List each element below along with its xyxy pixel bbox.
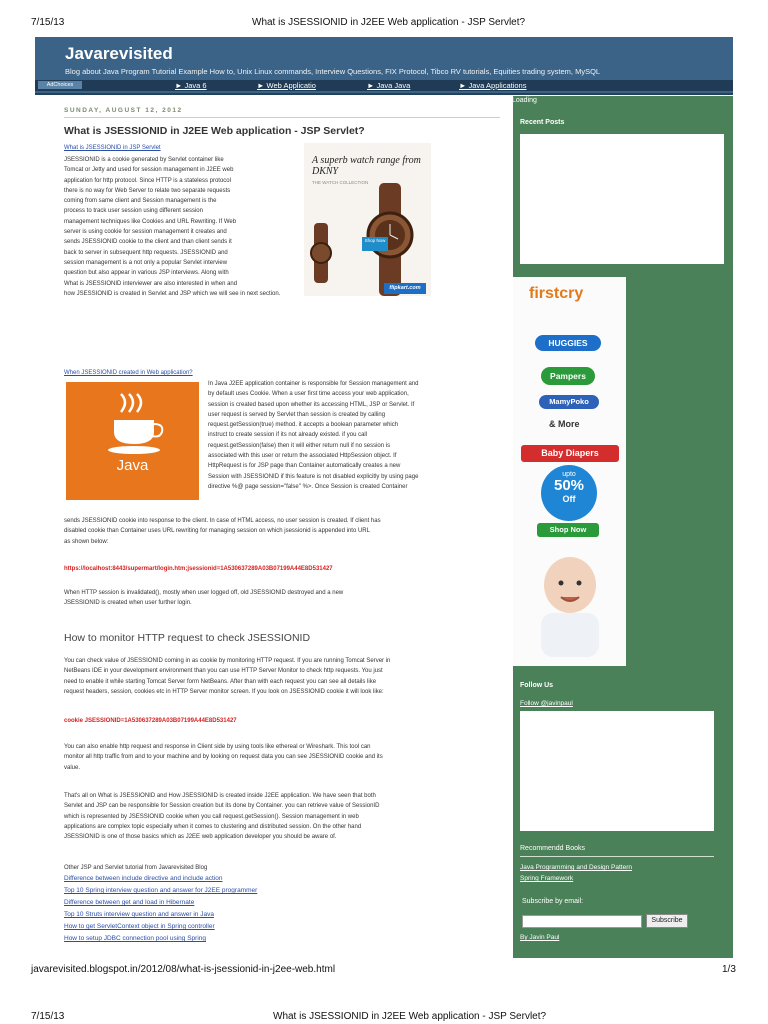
invalidate-paragraph	[64, 588, 504, 609]
monitor-line: NetBeans IDE in your development environment than you can use HTTP Server Monitor to check http requests. You just	[64, 668, 383, 675]
intro-line: question but also appear in various JSP interviews. Along with	[64, 270, 229, 277]
intro-line: Tomcat or Jetty and used for session management in J2EE web	[64, 167, 234, 174]
firstcry-diaper-ad[interactable]	[513, 277, 626, 666]
intro-line: how JSESSIONID is created in Servlet and JSP which we will see in next section.	[64, 290, 281, 297]
print-date-next-page: 7/15/13	[31, 1011, 65, 1022]
other-tutorials-heading: Other JSP and Servlet tutorial from Javarevisited Blog	[64, 865, 208, 871]
recommended-books-heading: Recommendd Books	[520, 845, 585, 852]
related-link[interactable]: Top 10 Struts interview question and answer in Java	[64, 911, 214, 918]
related-link[interactable]: Difference between get and load in Hibernate	[64, 899, 195, 906]
print-date: 7/15/13	[31, 17, 65, 28]
intro-line: JSESSIONID is a cookie generated by Servlet container like	[64, 157, 224, 163]
dkny-headline: A superb watch range from DKNY	[312, 155, 421, 177]
sidebar-loading: Loading	[512, 97, 537, 104]
summary-line: Servlet and JSP can be responsible for Session creation but its done by Container. you can retrieve value of SessionID	[64, 803, 380, 810]
nav-link-java-applications[interactable]: ► Java Applications	[459, 81, 527, 90]
wireshark-line: value.	[64, 764, 81, 771]
intro-line: What is JSESSIONID interviewer are also interested in when and	[64, 280, 238, 287]
wireshark-line: You can also enable http request and response in Client side by using tools like ethereal or Wireshark. This tool can	[64, 744, 371, 750]
flipkart-logo: flipkart.com	[384, 283, 426, 294]
when-line: In Java J2EE application container is responsible for Session management and	[208, 381, 419, 387]
when-full-paragraph	[64, 516, 504, 547]
when-line: associated with this user or return the associated HttpSession object. If	[208, 453, 397, 460]
java-logo-text: Java	[116, 457, 149, 474]
when-full-line: sends JSESSIONID cookie into response to the client. In case of HTML access, no user session is created. If client has	[64, 518, 381, 524]
print-page-number: 1/3	[722, 964, 736, 975]
monitor-paragraph	[64, 656, 504, 697]
firstcry-shop-button[interactable]: Shop Now	[537, 523, 599, 537]
when-line: user request is served by Servlet than session is created by calling	[208, 411, 386, 418]
summary-line: JSESSIONID is one of those basics which as J2EE web application developer you should be aware of.	[64, 834, 337, 841]
intro-heading[interactable]: What is JSESSIONID in JSP Servlet	[64, 145, 161, 151]
intro-line: session management is a not only a popular Servlet interview	[64, 259, 228, 266]
baby-photo-icon	[523, 545, 618, 663]
discount-upto: upto	[562, 471, 576, 478]
intro-line: back to server in subsequent http requests. JSESSIONID and	[64, 249, 228, 256]
jsessionid-url-example: https://localhost:8443/supermart/login.htm;jsessionid=1A530637289A03B07199A44E8D531427	[64, 566, 333, 572]
invalidate-line: JSESSIONID is created when user further login.	[64, 600, 192, 607]
recent-posts-heading: Recent Posts	[520, 119, 565, 126]
adchoices-badge[interactable]: AdChoices	[38, 81, 82, 89]
related-link[interactable]: Top 10 Spring interview question and answer for J2EE programmer	[64, 887, 258, 894]
wireshark-line: monitor all http traffic from and to your machine and by looking on request data you can see JSESSIONID cookie and its	[64, 754, 383, 761]
date-divider	[64, 117, 500, 118]
print-url: javarevisited.blogspot.in/2012/08/what-is-jsessionid-in-j2ee-web.html	[31, 964, 336, 975]
when-line: instruct to create session if its not already existed. if you call	[208, 432, 368, 439]
when-line: request.getSession(true) method. it accepts a boolean parameter which	[208, 422, 399, 429]
java-logo-image	[66, 382, 199, 500]
related-link[interactable]: How to get ServletContext object in Spring controller	[64, 923, 215, 930]
wireshark-paragraph	[64, 742, 504, 773]
when-heading[interactable]: When JSESSIONID created in Web application?	[64, 370, 193, 376]
follow-widget-box	[520, 711, 714, 831]
summary-line: That's all on What is JSESSIONID and How JSESSIONID is created inside J2EE application. We have seen that both	[64, 793, 376, 799]
summary-line: applications are complex topic especially when it comes to clustering and distributed session. On the other hand	[64, 823, 362, 830]
nav-link-java6[interactable]: ► Java 6	[175, 81, 207, 90]
when-line: by default uses Cookie. When a user first time access your web application,	[208, 391, 409, 398]
intro-paragraph	[64, 155, 304, 299]
mamypoko-logo: MamyPoko	[539, 395, 599, 409]
summary-line: which is represented by JSESSIONID cookie when you call request.getSession(). Session management in web	[64, 813, 359, 820]
dkny-subline: THE WATCH COLLECTION	[312, 180, 369, 185]
book-link[interactable]: Java Programming and Design Pattern	[520, 864, 633, 871]
recent-posts-box	[520, 134, 724, 264]
post-title[interactable]: What is JSESSIONID in J2EE Web application - JSP Servlet?	[64, 125, 365, 137]
when-line: directive %@ page session="false" %>. Once Session is created Container	[208, 483, 408, 490]
intro-line: management techniques like Cookies and URL Rewriting. If Web	[64, 218, 237, 225]
book-link[interactable]: Spring Framework	[520, 875, 574, 882]
cookie-example: cookie JSESSIONID=1A530637289A03B07199A44E8D531427	[64, 718, 237, 724]
when-paragraph	[208, 379, 503, 492]
intro-line: coming from same client and Session management is the	[64, 198, 217, 205]
follow-us-heading: Follow Us	[520, 682, 554, 689]
intro-line: server is using cookie for session management it creates and	[64, 229, 227, 236]
huggies-logo: HUGGIES	[535, 335, 601, 351]
print-title: What is JSESSIONID in J2EE Web application - JSP Servlet?	[252, 17, 526, 28]
intro-line: process to track user session using different session	[64, 208, 203, 215]
summary-paragraph	[64, 791, 504, 842]
blog-title[interactable]: Javarevisited	[65, 44, 173, 63]
blog-description: Blog about Java Program Tutorial Example How to, Unix Linux commands, Interview Questions, FIX Protocol, Tibco RV tutorials, Equities trading system, MySQL	[65, 67, 601, 76]
dkny-shop-button[interactable]: Shop Now	[362, 237, 388, 251]
monitor-heading: How to monitor HTTP request to check JSESSIONID	[64, 632, 311, 644]
intro-line: there is no way for Web Server to relate two separate requests	[64, 187, 231, 194]
when-line: request.getSession(false) then it will either return null if no session is	[208, 442, 391, 449]
nav-link-web-application[interactable]: ► Web Applicatio	[257, 81, 316, 90]
java-cup-icon	[66, 382, 199, 500]
firstcry-logo: firstcry	[529, 285, 584, 302]
author-link[interactable]: By Javin Paul	[520, 934, 560, 941]
nav-link-java-java[interactable]: ► Java Java	[367, 81, 411, 90]
nav-bar	[35, 80, 733, 91]
related-link[interactable]: How to setup JDBC connection pool using Spring	[64, 935, 206, 942]
when-line: HttpRequest is for JSP page than Container automatically creates a new	[208, 463, 401, 470]
baby-diapers-banner: Baby Diapers	[521, 445, 619, 462]
dkny-watch-ad[interactable]	[304, 143, 431, 296]
intro-line: application for http protocol. Since HTTP is a stateless protocol	[64, 177, 231, 184]
follow-javinpaul-link[interactable]: Follow @javinpaul	[520, 700, 573, 707]
books-divider	[520, 856, 714, 857]
related-link[interactable]: Difference between include directive and include action	[64, 875, 223, 882]
subscribe-button[interactable]: Subscribe	[646, 914, 688, 928]
monitor-line: need to enable it while starting Tomcat Server form NetBeans. After than with each request you can see all details like	[64, 678, 377, 685]
when-full-line: as shown below:	[64, 538, 109, 545]
discount-badge	[541, 465, 597, 521]
post-date: SUNDAY, AUGUST 12, 2012	[64, 107, 183, 114]
more-brands-label: & More	[549, 419, 580, 429]
monitor-line: request headers, session, cookies etc in HTTP Server monitor screen. If you look on JSESSIONID cookie it will look like:	[64, 688, 384, 695]
pampers-logo: Pampers	[541, 367, 595, 385]
subscribe-email-input[interactable]	[522, 915, 642, 928]
when-line: Session with JSESSIONID if this feature is not disabled explicitly by using page	[208, 473, 419, 480]
discount-value: 50%	[553, 477, 585, 494]
subscribe-label: Subscribe by email:	[522, 898, 584, 905]
when-full-line: disabled cookie than Container uses URL rewriting for managing session on which jsessionid is appended into URL	[64, 528, 370, 535]
print-title-next-page: What is JSESSIONID in J2EE Web application - JSP Servlet?	[273, 1011, 547, 1022]
discount-off: Off	[562, 494, 576, 504]
when-line: session is created based upon whether its accessing HTML, JSP or Servlet. If	[208, 401, 415, 408]
intro-line: sends JSESSIONID cookie to the client and than client sends it	[64, 239, 232, 246]
invalidate-line: When HTTP session is invalidated(), mostly when user logged off, old JSESSIONID destroyed and a new	[64, 590, 344, 596]
monitor-line: You can check value of JSESSIONID coming in as cookie by monitoring HTTP request. If you are running Tomcat Server in	[64, 658, 391, 664]
